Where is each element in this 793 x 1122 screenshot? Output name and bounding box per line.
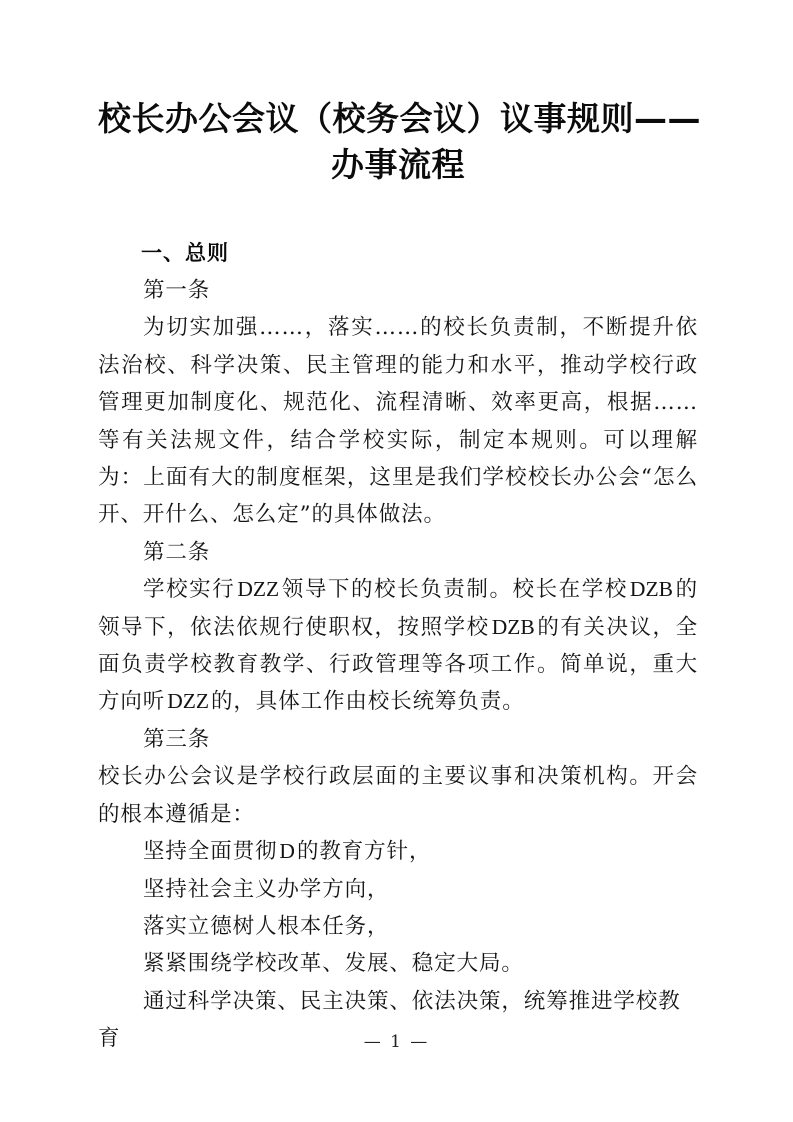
principle-1-text-2: 的教育方针， [296,839,432,865]
article-2-text-1: 学校实行 [143,577,236,603]
article-2-text-3: 的领导下，依法依规行使职权，按照学校 [98,577,698,640]
article-2-abbr-4: DZZ [167,689,209,714]
page-title-line-2: 办事流程 [331,145,465,184]
article-2-text-4: 的有关决议，全面负责学校教育教学、行政管理等各项工作。简单说，重大方向听 [98,614,698,715]
article-label-3: 第三条 [143,726,211,752]
section-heading-general-principles: 一、总则 [141,241,229,265]
principle-1-abbr: D [279,839,295,864]
article-body-3-closing: 通过科学决策、民主决策、依法决策，统筹推进学校教育 [98,988,681,1052]
page-number: — 1 — [363,1032,430,1052]
article-2-abbr-1: DZZ [237,577,280,602]
article-label-2: 第二条 [143,539,211,565]
principle-1-text-1: 坚持全面贯彻 [143,839,278,865]
article-body-2 [98,571,698,721]
article-2-abbr-3: DZB [491,614,535,639]
article-body-3-lead: 校长办公会议是学校行政层面的主要议事和决策机构。开会的根本遵循是： [98,764,698,827]
title-spacer [98,188,698,234]
principle-item-3: 落实立德树人根本任务， [143,913,390,939]
article-body-1: 为切实加强……，落实……的校长负责制，不断提升依法治校、科学决策、民主管理的能力和水平，推动学校行政管理更加制度化、规范化、流程清晰、效率更高，根据……等有关法规文件，结合学校实际，制定本规则。可以理解为：上面有大的制度框架，这里是我们学校校长办公会“怎么开、开什么、怎么定”的具体做法。 [98,315,698,528]
page-footer [0,1032,793,1052]
article-label-1: 第一条 [143,278,211,303]
article-2-text-5: 的，具体工作由校长统筹负责。 [211,689,525,715]
page-title [98,96,701,188]
principle-item-2: 坚持社会主义办学方向， [143,876,390,902]
article-2-abbr-2: DZB [629,577,673,602]
article-2-text-2: 领导下的校长负责制。校长在学校 [281,577,628,603]
principle-item-4: 紧紧围绕学校改革、发展、稳定大局。 [143,951,524,977]
document-body [98,96,701,1058]
principle-item-1 [98,833,698,870]
page-title-line-1: 校长办公会议（校务会议）议事规则—— [98,99,701,138]
